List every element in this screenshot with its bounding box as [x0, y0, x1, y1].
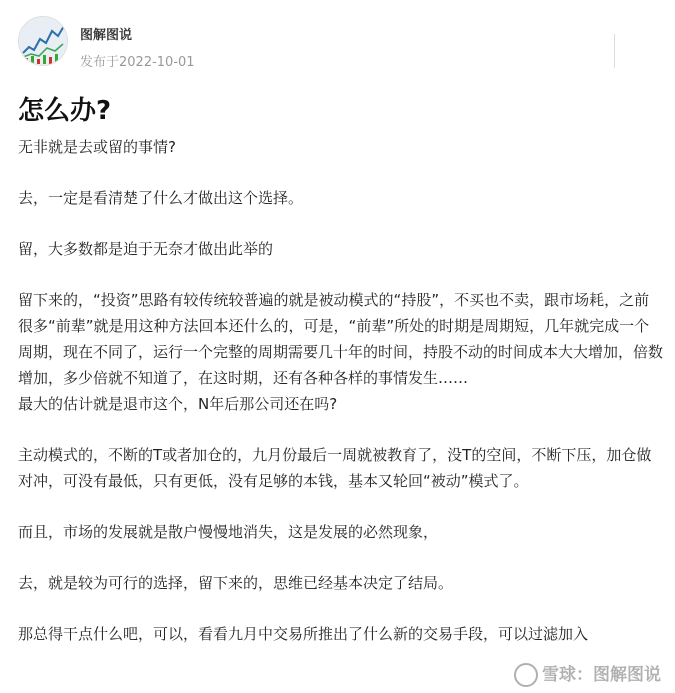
chart-thumbnail-icon [19, 17, 67, 65]
paragraph: 留，大多数都是迫于无奈才做出此举的 [18, 240, 274, 258]
divider [614, 34, 621, 68]
snowball-logo-icon [514, 663, 538, 687]
article-header [18, 16, 658, 70]
paragraph: 主动模式的，不断的T或者加仓的，九月份最后一周就被教育了，没T的空间，不断下压，加仓做对冲，可没有最低，只有更低，没有足够的本钱，基本又轮回“被动”模式了。 [18, 446, 652, 490]
paragraph: 无非就是去或留的事情? [18, 138, 176, 156]
paragraph: 去，就是较为可行的选择，留下来的，思维已经基本决定了结局。 [18, 574, 454, 592]
article-title: 怎么办? [18, 96, 112, 126]
paragraph: 而且，市场的发展就是散户慢慢地消失，这是发展的必然现象， [18, 523, 439, 541]
publish-date: 发布于2022-10-01 [80, 55, 195, 70]
paragraph: 那总得干点什么吧，可以，看看九月中交易所推出了什么新的交易手段，可以过滤加入 [18, 625, 589, 643]
article-body [18, 134, 663, 672]
author-name[interactable]: 图解图说 [80, 28, 133, 43]
paragraph: 留下来的，“投资”思路有较传统较普遍的就是被动模式的“持股”，不买也不卖，跟市场耗，之前很多“前辈”就是用这种方法回本还什么的，可是，“前辈”所处的时期是周期短，几年就完成一个周期，现在不同了，运行一个完整的周期需要几十年的时间，持股不动的时间成本大大增加，倍数增加，多少倍就不知道了，在这时期，还有各种各样的事情发生…… 最大的估计就是退市这个，N年后那公司还在吗? [18, 291, 664, 413]
watermark-text: 雪球：图解图说 [542, 665, 661, 685]
paragraph: 去，一定是看清楚了什么才做出这个选择。 [18, 189, 304, 207]
author-avatar[interactable] [18, 16, 68, 66]
watermark [514, 660, 661, 687]
